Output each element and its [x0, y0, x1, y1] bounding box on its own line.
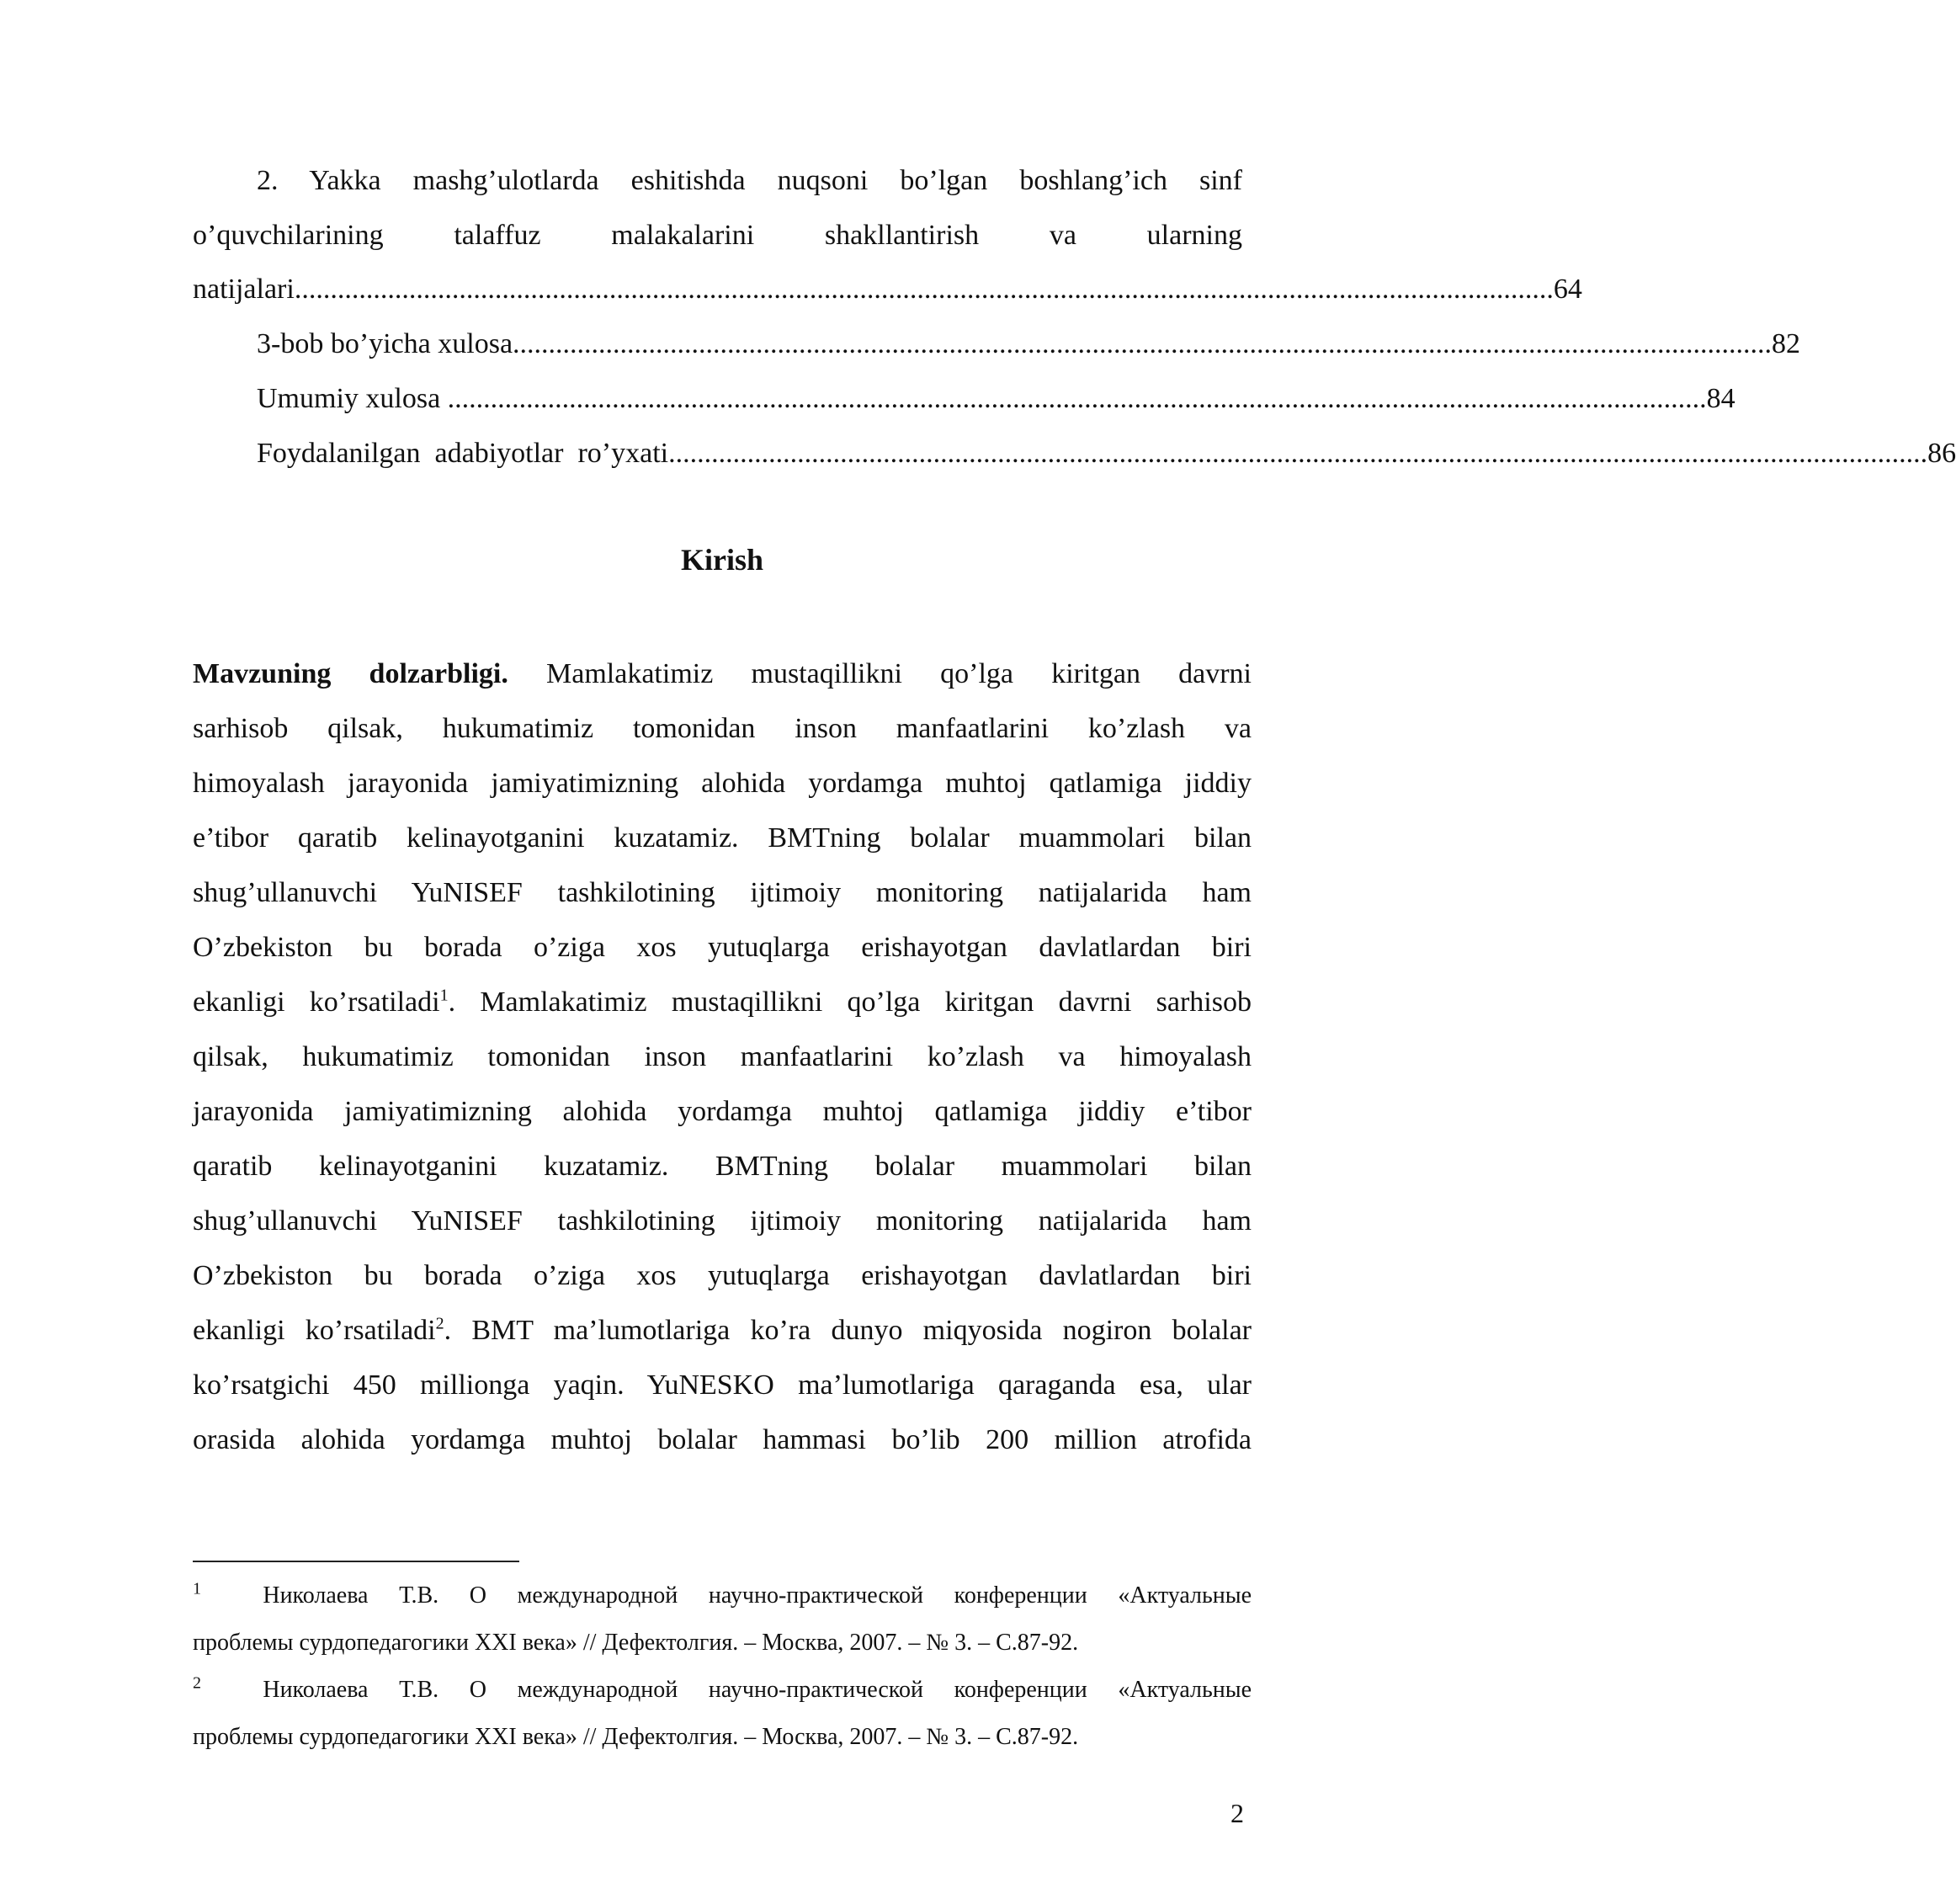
paragraph-line: Mavzuning dolzarbligi. Mamlakatimiz mustaqillikni qo’lga kiritgan davrni: [193, 658, 1252, 689]
footnote-separator: [193, 1561, 519, 1562]
footnote-1-cont: проблемы сурдопедагогики XXI века» // Дефектолгия. – Москва, 2007. – № 3. – С.87-92.: [193, 1630, 1079, 1656]
toc-entry-line: 2. Yakka mashg’ulotlarda eshitishda nuqsoni bo’lgan boshlang’ich sinf: [257, 165, 1242, 196]
toc-page-number: 84: [1706, 383, 1735, 414]
toc-entry-references: [257, 437, 1956, 471]
paragraph-line: qaratib kelinayotganini kuzatamiz. BMTning bolalar muammolari bilan: [193, 1151, 1252, 1182]
footnote-2: $^2$ Николаева Т.В. О международной научно-практической конференции «Актуальные: [193, 1673, 1252, 1703]
toc-page-number: 64: [1553, 274, 1582, 305]
footnote-2-cont: проблемы сурдопедагогики XXI века» // Дефектолгия. – Москва, 2007. – № 3. – С.87-92.: [193, 1724, 1079, 1750]
footnotes: [193, 1572, 1252, 1761]
paragraph-line: O’zbekiston bu borada o’ziga xos yutuqlarga erishayotgan davlatlardan biri: [193, 1260, 1252, 1291]
toc-entry-label: 3-bob bo’yicha xulosa: [257, 328, 513, 359]
toc-entry-chapter-3-2: [193, 153, 1242, 263]
toc-entry-label: natijalari: [193, 274, 295, 305]
section-heading: Kirish: [680, 543, 763, 577]
toc-page-number: 86: [1927, 438, 1956, 469]
toc-entry-general-conclusion: [257, 382, 1735, 416]
paragraph-line: sarhisob qilsak, hukumatimiz tomonidan inson manfaatlarini ko’zlash va: [193, 713, 1252, 744]
footnote-1: $^1$ Николаева Т.В. О международной научно-практической конференции «Актуальные: [193, 1579, 1252, 1609]
toc-leader-dots: ................................................................................................................................................................................: [294, 274, 1554, 305]
toc-leader-dots: ................................................................................................................................................................................: [668, 438, 1928, 469]
paragraph-line: shug’ullanuvchi YuNISEF tashkilotining ijtimoiy monitoring natijalarida ham: [193, 877, 1252, 908]
paragraph-line: ko’rsatgichi 450 millionga yaqin. YuNESKO ma’lumotlariga qaraganda esa, ular: [193, 1369, 1252, 1401]
paragraph-line: ekanligi ko’rsatiladi$^1$. Mamlakatimiz mustaqillikni qo’lga kiritgan davrni sarhisob: [193, 986, 1252, 1018]
toc-page-number: 82: [1772, 328, 1801, 359]
toc-entry-conclusion-3: [257, 327, 1801, 361]
body-paragraph: [193, 646, 1252, 1467]
footnote-ref-2[interactable]: 2: [435, 1314, 444, 1333]
toc-entry-label: Umumiy xulosa: [257, 383, 448, 414]
paragraph-line: e’tibor qaratib kelinayotganini kuzatamiz. BMTning bolalar muammolari bilan: [193, 822, 1252, 854]
footnote-mark: 2: [193, 1673, 201, 1693]
toc-entry-line: [193, 273, 1582, 306]
paragraph-line: ekanligi ko’rsatiladi$^2$. BMT ma’lumotlariga ko’ra dunyo miqyosida nogiron bolalar: [193, 1314, 1252, 1346]
paragraph-line: O’zbekiston bu borada o’ziga xos yutuqlarga erishayotgan davlatlardan biri: [193, 932, 1252, 963]
lead-bold-phrase: Mavzuning dolzarbligi.: [193, 658, 508, 689]
paragraph-line: qilsak, hukumatimiz tomonidan inson manfaatlarini ko’zlash va himoyalash: [193, 1041, 1252, 1072]
paragraph-line: orasida alohida yordamga muhtoj bolalar hammasi bo’lib 200 million atrofida: [193, 1424, 1252, 1455]
footnote-ref-1[interactable]: 1: [439, 986, 449, 1005]
toc-leader-dots: ................................................................................................................................................................................: [447, 383, 1707, 414]
page-number: 2: [1230, 1798, 1244, 1828]
paragraph-line: himoyalash jarayonida jamiyatimizning alohida yordamga muhtoj qatlamiga jiddiy: [193, 768, 1252, 799]
toc-entry-label: Foydalanilgan adabiyotlar ro’yxati: [257, 438, 669, 469]
paragraph-line: shug’ullanuvchi YuNISEF tashkilotining ijtimoiy monitoring natijalarida ham: [193, 1205, 1252, 1237]
footnote-mark: 1: [193, 1579, 201, 1598]
paragraph-line: jarayonida jamiyatimizning alohida yordamga muhtoj qatlamiga jiddiy e’tibor: [193, 1096, 1252, 1127]
toc-entry-line: o’quvchilarining talaffuz malakalarini shakllantirish va ularning: [193, 220, 1242, 251]
toc-leader-dots: ................................................................................................................................................................................: [513, 328, 1773, 359]
